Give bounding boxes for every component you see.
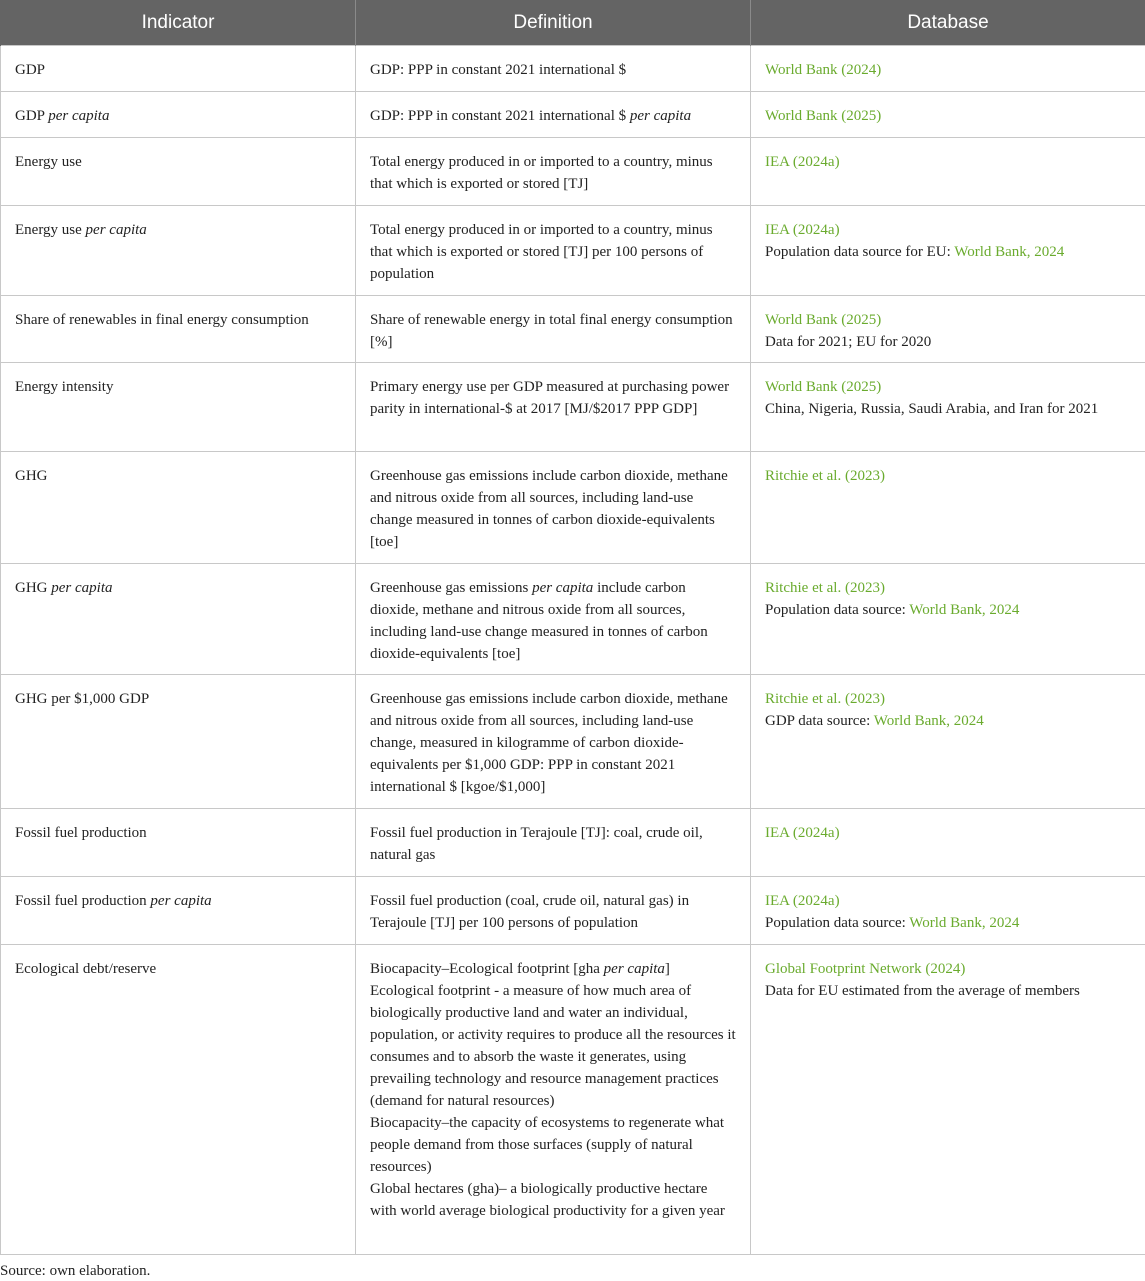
- cell-database: [751, 945, 1145, 1255]
- indicator-text: GHG: [15, 468, 48, 484]
- definition-text: Biocapacity–the capacity of ecosystems to regenerate what people demand from those surfaces (supply of natural resources): [370, 1115, 724, 1175]
- cell-definition: [356, 877, 751, 945]
- database-line: [765, 577, 1131, 599]
- source-link: Ritchie et al. (2023): [765, 691, 885, 707]
- definition-text: Fossil fuel production in Terajoule [TJ]: coal, crude oil, natural gas: [370, 825, 703, 863]
- definition-line: [370, 1112, 736, 1178]
- indicator-text: Fossil fuel production: [15, 893, 150, 909]
- source-link: World Bank (2025): [765, 379, 881, 395]
- definition-text: Greenhouse gas emissions: [370, 580, 532, 596]
- definition-text: GDP: PPP in constant 2021 international $: [370, 108, 630, 124]
- cell-indicator: [1, 809, 356, 877]
- indicator-text: GDP: [15, 108, 48, 124]
- database-line: [765, 59, 1131, 81]
- cell-indicator: [1, 363, 356, 452]
- cell-definition: [356, 363, 751, 452]
- cell-database: [751, 809, 1145, 877]
- database-line: [765, 890, 1131, 912]
- header-indicator: Indicator: [1, 0, 356, 46]
- definition-line: [370, 822, 736, 866]
- table-row: [1, 452, 1145, 564]
- cell-database: [751, 138, 1145, 206]
- cell-definition: [356, 945, 751, 1255]
- indicator-text: per capita: [48, 108, 109, 124]
- table-body: [1, 46, 1145, 1255]
- cell-indicator: [1, 92, 356, 138]
- table-row: [1, 296, 1145, 363]
- table-row: [1, 363, 1145, 452]
- cell-definition: [356, 675, 751, 809]
- database-line: [765, 309, 1131, 331]
- definition-text: Ecological footprint - a measure of how much area of biologically productive land and water an individual, population, or activity requires to produce all the resources it consumes and to absorb the waste it generates, using prevailing technology and resource management practices (demand for natural resources): [370, 983, 736, 1109]
- table-row: [1, 945, 1145, 1255]
- table-row: [1, 877, 1145, 945]
- definition-line: [370, 309, 736, 353]
- definition-line: [370, 577, 736, 665]
- cell-definition: [356, 138, 751, 206]
- source-link: IEA (2024a): [765, 825, 840, 841]
- source-link: World Bank, 2024: [874, 713, 984, 729]
- source-link: Ritchie et al. (2023): [765, 468, 885, 484]
- cell-database: [751, 877, 1145, 945]
- indicator-text: GDP: [15, 62, 45, 78]
- indicator-text: Fossil fuel production: [15, 825, 147, 841]
- source-link: World Bank, 2024: [954, 244, 1064, 260]
- cell-indicator: [1, 877, 356, 945]
- definition-text: Global hectares (gha)– a biologically productive hectare with world average biological productivity for a given year: [370, 1181, 725, 1219]
- cell-database: [751, 675, 1145, 809]
- cell-indicator: [1, 296, 356, 363]
- definition-line: [370, 219, 736, 285]
- source-link: IEA (2024a): [765, 893, 840, 909]
- database-text: GDP data source:: [765, 713, 874, 729]
- database-text: Population data source:: [765, 915, 909, 931]
- database-text: Population data source for EU:: [765, 244, 954, 260]
- indicator-text: per capita: [86, 222, 147, 238]
- database-line: [765, 398, 1131, 420]
- cell-indicator: [1, 564, 356, 675]
- cell-definition: [356, 809, 751, 877]
- indicator-text: Ecological debt/reserve: [15, 961, 156, 977]
- table-row: [1, 564, 1145, 675]
- definition-text: Fossil fuel production (coal, crude oil, natural gas) in Terajoule [TJ] per 100 persons of population: [370, 893, 689, 931]
- indicator-text: Energy intensity: [15, 379, 113, 395]
- database-line: [765, 912, 1131, 934]
- definition-text: Greenhouse gas emissions include carbon dioxide, methane and nitrous oxide from all sources, including land-use change measured in tonnes of carbon dioxide-equivalents [toe]: [370, 468, 728, 550]
- table-row: [1, 675, 1145, 809]
- definition-text: ]: [665, 961, 670, 977]
- cell-definition: [356, 92, 751, 138]
- definition-line: [370, 376, 736, 420]
- table-row: [1, 206, 1145, 296]
- cell-indicator: [1, 675, 356, 809]
- database-text: Data for 2021; EU for 2020: [765, 334, 931, 350]
- indicator-text: per capita: [150, 893, 211, 909]
- database-line: [765, 465, 1131, 487]
- source-link: Global Footprint Network (2024): [765, 961, 965, 977]
- database-line: [765, 376, 1131, 398]
- definition-text: Total energy produced in or imported to a country, minus that which is exported or stored [TJ]: [370, 154, 713, 192]
- database-text: China, Nigeria, Russia, Saudi Arabia, and Iran for 2021: [765, 401, 1098, 417]
- header-database: Database: [751, 0, 1145, 46]
- definition-text: per capita: [604, 961, 665, 977]
- cell-database: [751, 363, 1145, 452]
- source-link: World Bank, 2024: [909, 602, 1019, 618]
- cell-definition: [356, 296, 751, 363]
- cell-database: [751, 296, 1145, 363]
- cell-database: [751, 92, 1145, 138]
- definition-text: per capita: [630, 108, 691, 124]
- cell-indicator: [1, 138, 356, 206]
- cell-database: [751, 46, 1145, 92]
- header-definition: Definition: [356, 0, 751, 46]
- indicator-text: GHG per $1,000 GDP: [15, 691, 149, 707]
- indicator-text: per capita: [51, 580, 112, 596]
- database-line: [765, 151, 1131, 173]
- table-row: [1, 138, 1145, 206]
- definition-line: [370, 105, 736, 127]
- table-row: [1, 46, 1145, 92]
- indicator-text: Energy use: [15, 222, 86, 238]
- definition-text: Primary energy use per GDP measured at purchasing power parity in international-$ at 2017 [MJ/$2017 PPP GDP]: [370, 379, 729, 417]
- source-link: World Bank (2025): [765, 312, 881, 328]
- definition-line: [370, 890, 736, 934]
- table-header-row: [1, 0, 1145, 46]
- definition-text: include carbon dioxide, methane and nitrous oxide from all sources, including land-use change measured in tonnes of carbon dioxide-equivalents [toe]: [370, 580, 708, 662]
- indicator-text: GHG: [15, 580, 51, 596]
- source-link: Ritchie et al. (2023): [765, 580, 885, 596]
- source-note: Source: own elaboration.: [0, 1261, 1145, 1281]
- database-text: Data for EU estimated from the average of members: [765, 983, 1080, 999]
- definition-line: [370, 59, 736, 81]
- definition-line: [370, 688, 736, 798]
- cell-indicator: [1, 945, 356, 1255]
- definition-text: Biocapacity–Ecological footprint [gha: [370, 961, 604, 977]
- definition-text: Greenhouse gas emissions include carbon dioxide, methane and nitrous oxide from all sources, including land-use change, measured in kilogramme of carbon dioxide-equivalents per $1,000 GDP: PPP in constant 2021 international $ [kgoe/$1,000]: [370, 691, 728, 795]
- cell-database: [751, 564, 1145, 675]
- table-row: [1, 92, 1145, 138]
- definition-line: [370, 1178, 736, 1222]
- definition-text: Total energy produced in or imported to a country, minus that which is exported or stored [TJ] per 100 persons of population: [370, 222, 713, 282]
- definition-line: [370, 980, 736, 1112]
- cell-definition: [356, 46, 751, 92]
- source-link: IEA (2024a): [765, 222, 840, 238]
- cell-definition: [356, 452, 751, 564]
- database-line: [765, 688, 1131, 710]
- cell-database: [751, 452, 1145, 564]
- source-link: World Bank, 2024: [909, 915, 1019, 931]
- definition-line: [370, 151, 736, 195]
- database-line: [765, 599, 1131, 621]
- database-line: [765, 980, 1131, 1002]
- database-line: [765, 331, 1131, 353]
- database-line: [765, 241, 1131, 263]
- cell-database: [751, 206, 1145, 296]
- source-link: World Bank (2025): [765, 108, 881, 124]
- indicator-text: Share of renewables in final energy consumption: [15, 312, 309, 328]
- definition-line: [370, 465, 736, 553]
- definition-text: GDP: PPP in constant 2021 international $: [370, 62, 626, 78]
- database-line: [765, 958, 1131, 980]
- cell-indicator: [1, 46, 356, 92]
- database-line: [765, 710, 1131, 732]
- table-row: [1, 809, 1145, 877]
- definition-text: per capita: [532, 580, 593, 596]
- cell-indicator: [1, 452, 356, 564]
- database-line: [765, 105, 1131, 127]
- source-link: World Bank (2024): [765, 62, 881, 78]
- cell-indicator: [1, 206, 356, 296]
- cell-definition: [356, 564, 751, 675]
- source-link: IEA (2024a): [765, 154, 840, 170]
- database-line: [765, 219, 1131, 241]
- definition-text: Share of renewable energy in total final energy consumption [%]: [370, 312, 733, 350]
- database-line: [765, 822, 1131, 844]
- indicator-text: Energy use: [15, 154, 82, 170]
- definition-line: [370, 958, 736, 980]
- database-text: Population data source:: [765, 602, 909, 618]
- cell-definition: [356, 206, 751, 296]
